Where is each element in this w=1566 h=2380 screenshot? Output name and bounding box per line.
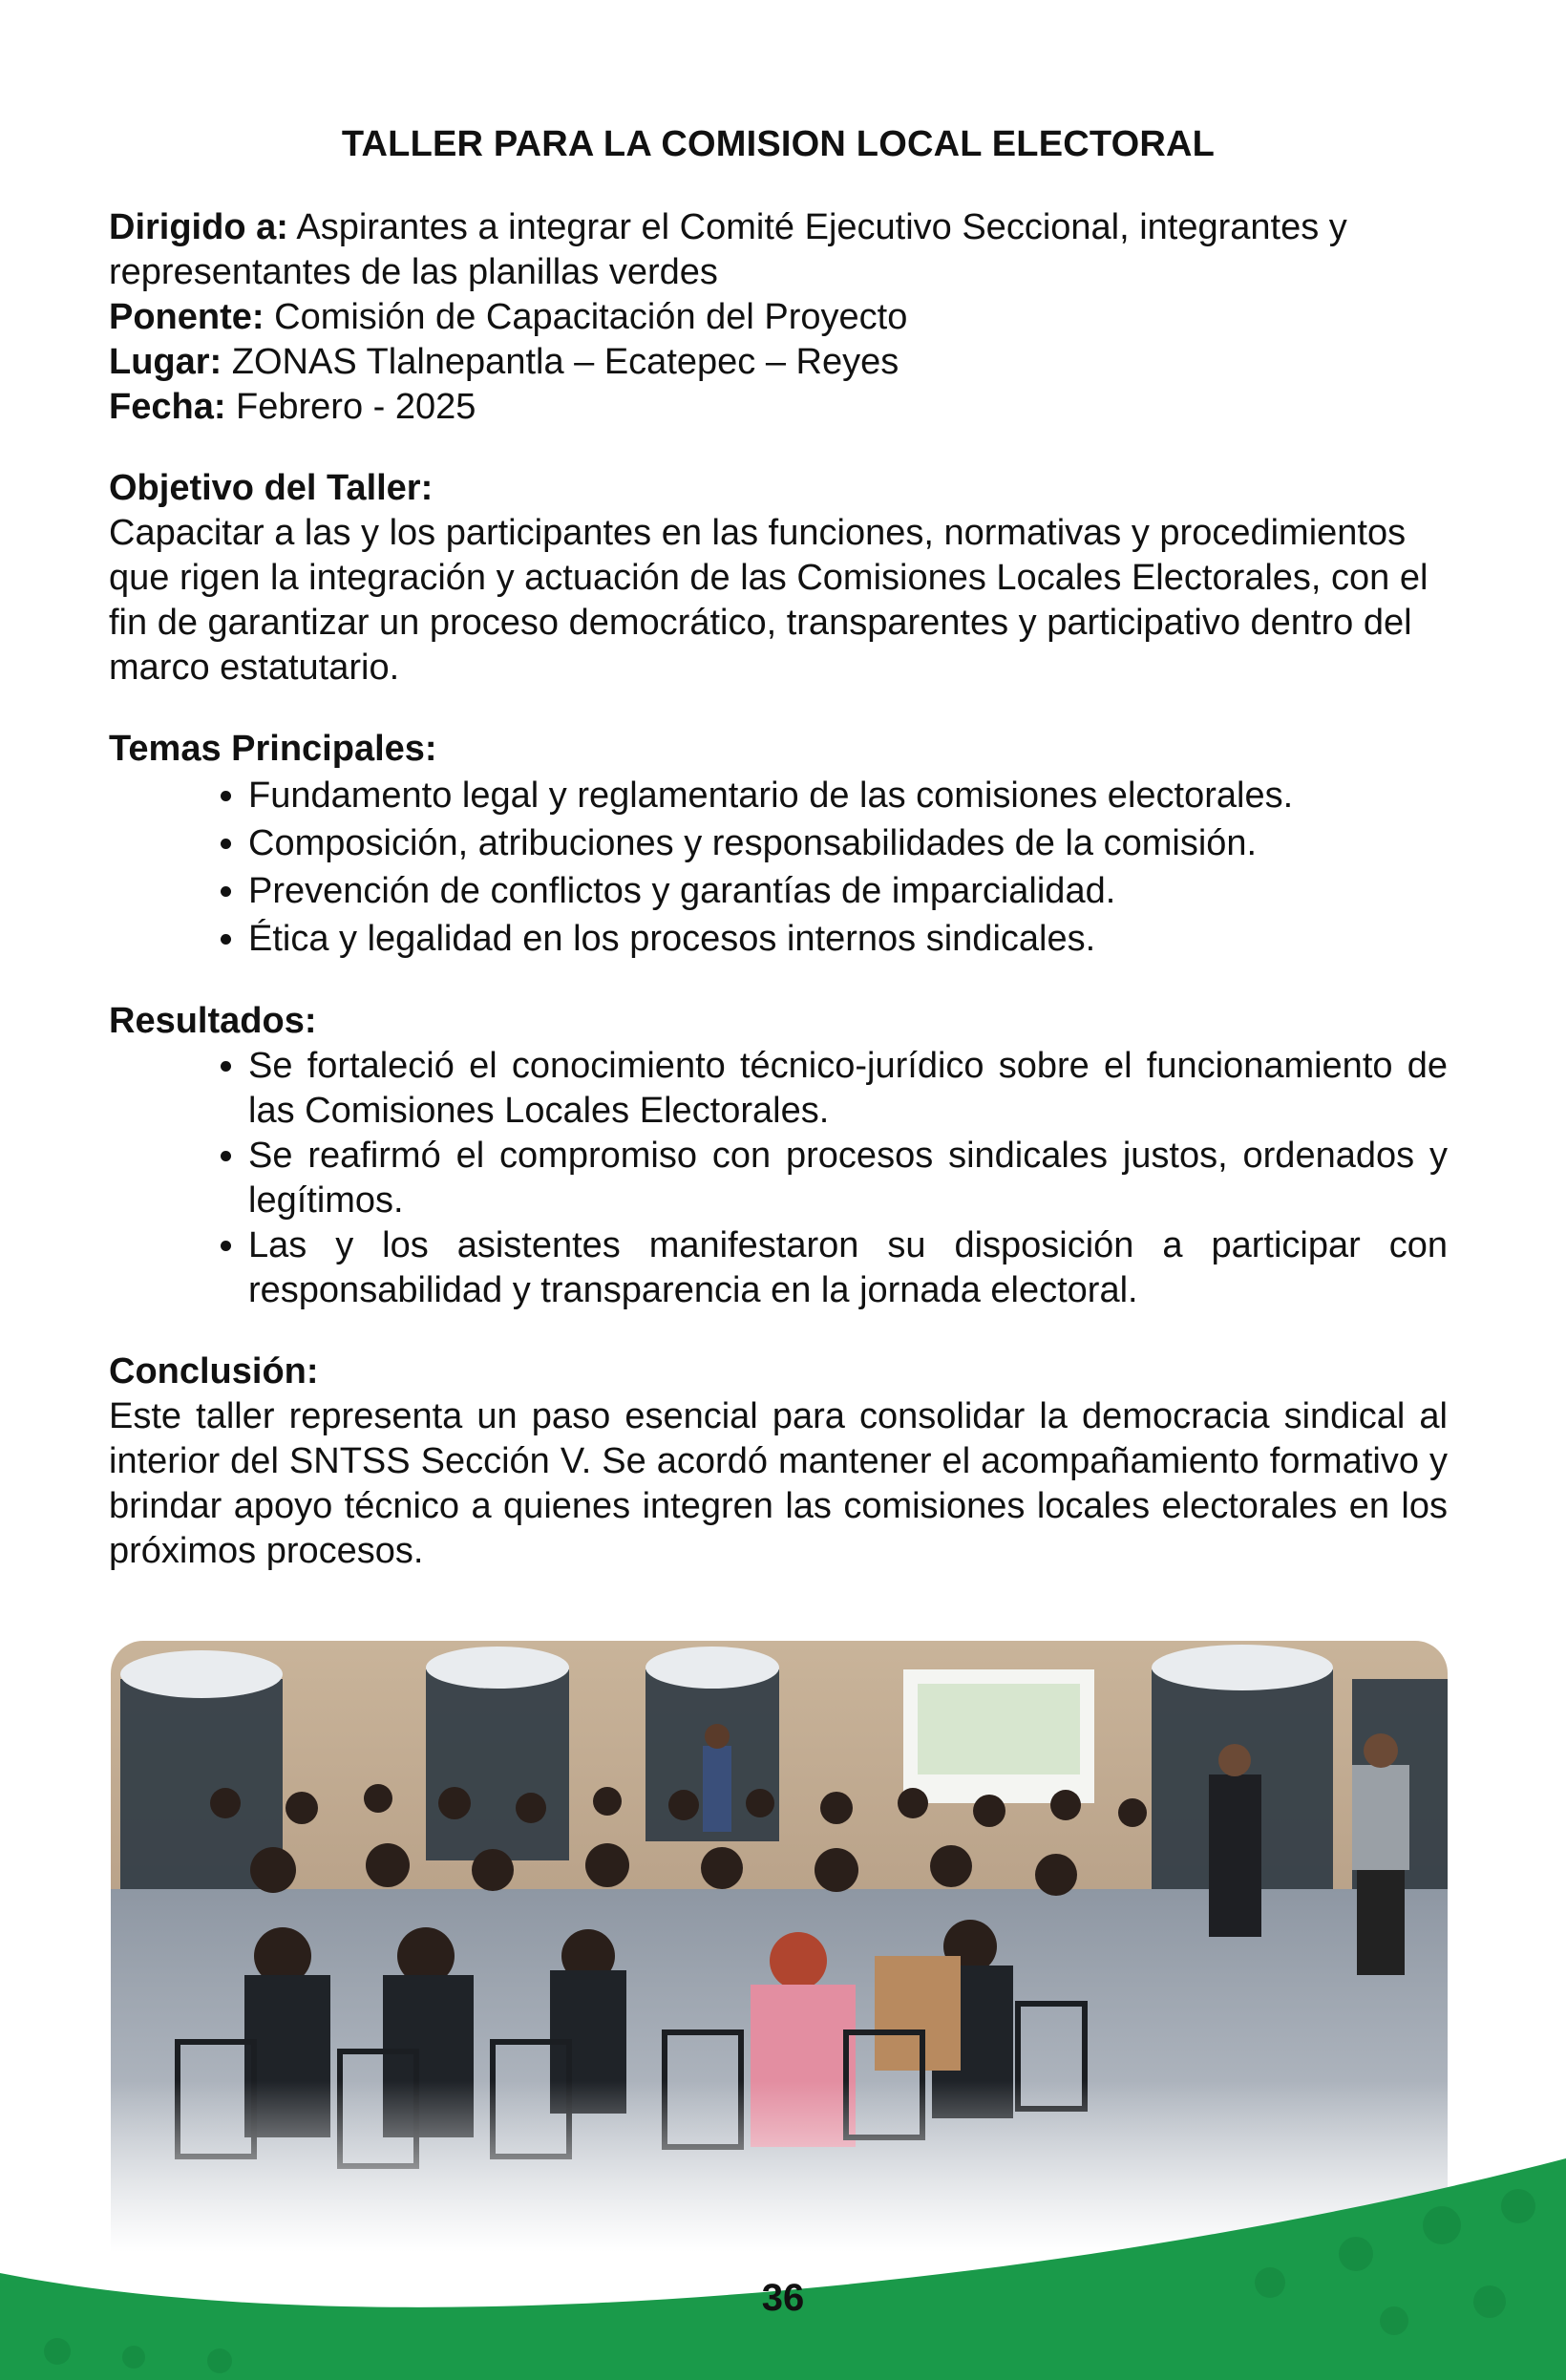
fecha-line	[109, 385, 1448, 430]
temas-heading: Temas Principales:	[109, 729, 437, 769]
lugar-value: ZONAS Tlalnepantla – Ecatepec – Reyes	[222, 342, 899, 382]
temas-section	[109, 727, 1448, 963]
list-item: • Fundamento legal y reglamentario de las comisiones electorales.	[248, 772, 1448, 819]
list-item: • Las y los asistentes manifestaron su disposición a participar con responsabilidad y transparencia en la jornada electoral.	[248, 1223, 1448, 1313]
page-title: TALLER PARA LA COMISION LOCAL ELECTORAL	[341, 124, 1216, 164]
resultados-list	[109, 1044, 1448, 1313]
list-item: • Se reafirmó el compromiso con procesos sindicales justos, ordenados y legítimos.	[248, 1134, 1448, 1223]
objetivo-heading: Objetivo del Taller:	[109, 468, 434, 508]
document-body	[109, 122, 1448, 1574]
dirigido-value: Aspirantes a integrar el Comité Ejecutivo Seccional, integrantes y representantes de las planillas verdes	[109, 207, 1347, 292]
page-number: 36	[761, 2277, 805, 2319]
resultados-section	[109, 999, 1448, 1313]
list-item: • Se fortaleció el conocimiento técnico-jurídico sobre el funcionamiento de las Comisiones Locales Electorales.	[248, 1044, 1448, 1134]
dirigido-line	[109, 205, 1448, 295]
ponente-label: Ponente:	[109, 297, 265, 337]
objetivo-text: Capacitar a las y los participantes en las funciones, normativas y procedimientos que rigen la integración y actuación de las Comisiones Locales Electorales, con el fin de garantizar un proceso democrático, transparentes y participativo dentro del marco estatutario.	[109, 513, 1428, 688]
temas-list	[109, 772, 1448, 963]
fecha-value: Febrero - 2025	[225, 387, 476, 427]
lugar-label: Lugar:	[109, 342, 222, 382]
footer-green-band	[0, 2158, 1566, 2380]
list-item: • Prevención de conflictos y garantías de imparcialidad.	[248, 867, 1448, 915]
workshop-info	[109, 205, 1448, 430]
resultados-heading: Resultados:	[109, 1001, 317, 1041]
ponente-line	[109, 295, 1448, 340]
conclusion-heading: Conclusión:	[109, 1351, 319, 1392]
conclusion-section	[109, 1349, 1448, 1574]
fecha-label: Fecha:	[109, 387, 226, 427]
list-item: • Composición, atribuciones y responsabilidades de la comisión.	[248, 819, 1448, 867]
list-item: • Ética y legalidad en los procesos internos sindicales.	[248, 915, 1448, 963]
footer-wave	[0, 2101, 1566, 2380]
lugar-line	[109, 340, 1448, 385]
ponente-value: Comisión de Capacitación del Proyecto	[264, 297, 908, 337]
dirigido-label: Dirigido a:	[109, 207, 288, 247]
conclusion-text: Este taller representa un paso esencial para consolidar la democracia sindical al interior del SNTSS Sección V. Se acordó mantener el acompañamiento formativo y brindar apoyo técnico a quienes integren las comisiones locales electorales en los próximos procesos.	[109, 1396, 1448, 1571]
objetivo-section	[109, 466, 1448, 691]
